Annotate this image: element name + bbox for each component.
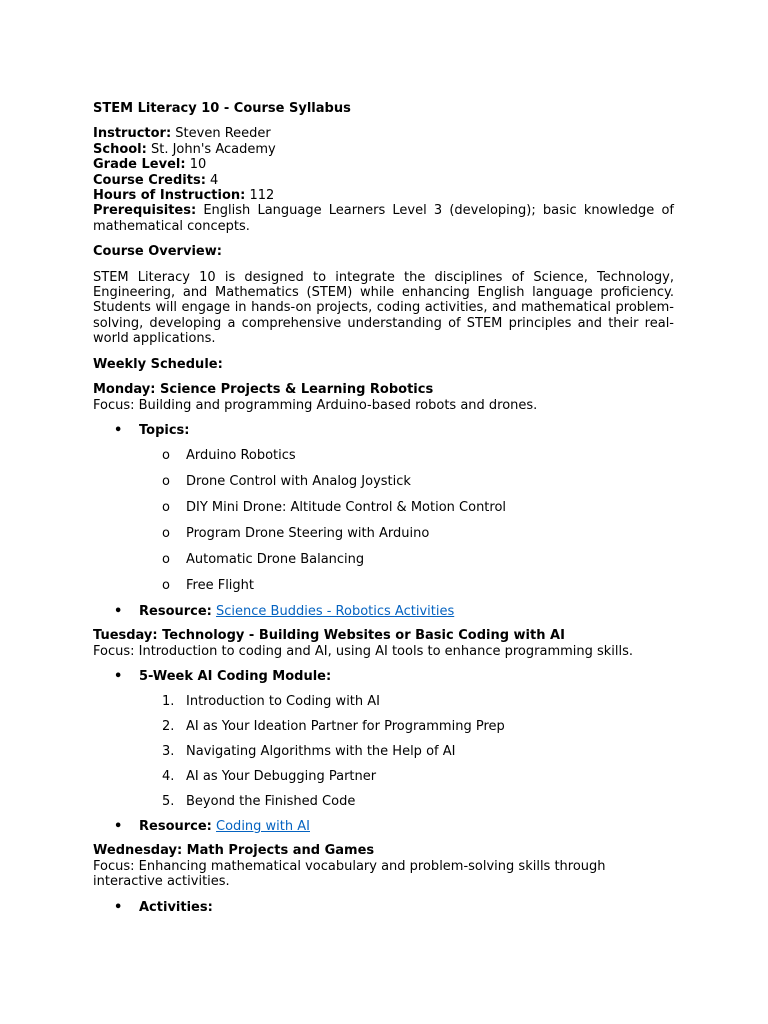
- tuesday-heading: Tuesday: Technology - Building Websites or Basic Coding with AI: [93, 628, 565, 644]
- list-item: 2. AI as Your Ideation Partner for Programming Prep: [162, 719, 505, 735]
- prerequisites-line: Prerequisites: English Language Learners Level 3 (developing); basic knowledge of mathematical concepts.: [93, 203, 674, 234]
- topics-label: Topics:: [139, 422, 190, 438]
- list-item: o Drone Control with Analog Joystick: [162, 474, 411, 490]
- bullet-marker: •: [114, 422, 123, 438]
- school-line: School: St. John's Academy: [93, 141, 276, 157]
- monday-heading: Monday: Science Projects & Learning Robotics: [93, 382, 434, 398]
- bullet-marker: •: [114, 899, 123, 915]
- activities-bullet: [93, 900, 674, 915]
- schedule-heading: Weekly Schedule:: [93, 356, 223, 372]
- monday-resource: [93, 604, 674, 619]
- tuesday-section: [93, 628, 674, 834]
- course-meta: [93, 126, 674, 234]
- number-marker: 3.: [162, 743, 175, 759]
- list-item: o Program Drone Steering with Arduino: [162, 526, 430, 542]
- bullet-marker: •: [114, 818, 123, 834]
- activities-label: Activities:: [139, 899, 213, 915]
- topics-bullet: [93, 423, 674, 438]
- sub-marker: o: [162, 551, 170, 567]
- list-item: 4. AI as Your Debugging Partner: [162, 768, 377, 784]
- monday-focus: Focus: Building and programming Arduino-based robots and drones.: [93, 397, 538, 413]
- bullet-marker: •: [114, 668, 123, 684]
- grade-line: Grade Level: 10: [93, 157, 207, 173]
- module-label: 5-Week AI Coding Module:: [139, 668, 332, 684]
- bullet-marker: •: [114, 603, 123, 619]
- list-item: o Automatic Drone Balancing: [162, 551, 365, 567]
- list-item: o Arduino Robotics: [162, 448, 296, 464]
- hours-line: Hours of Instruction: 112: [93, 188, 275, 204]
- sub-marker: o: [162, 526, 170, 542]
- science-buddies-link[interactable]: Science Buddies - Robotics Activities: [216, 603, 455, 619]
- document-title: STEM Literacy 10 - Course Syllabus: [93, 101, 351, 116]
- number-marker: 4.: [162, 768, 175, 784]
- instructor-line: Instructor: Steven Reeder: [93, 126, 271, 142]
- credits-line: Course Credits: 4: [93, 172, 219, 188]
- coding-with-ai-link[interactable]: Coding with AI: [216, 818, 310, 834]
- sub-marker: o: [162, 474, 170, 490]
- wednesday-focus: Focus: Enhancing mathematical vocabulary and problem-solving skills through interactive activities.: [93, 858, 606, 890]
- topics-list: [93, 448, 674, 593]
- list-item: 1. Introduction to Coding with AI: [162, 694, 380, 710]
- overview-text: STEM Literacy 10 is designed to integrate the disciplines of Science, Technology, Engineering, and Mathematics (STEM) while enhancing English language proficiency. Students will engage in hands-on projects, coding activities, and mathematical problem-solving, developing a comprehensive understanding of STEM principles and their real-world applications.: [93, 269, 674, 347]
- number-marker: 1.: [162, 694, 175, 710]
- list-item: 3. Navigating Algorithms with the Help of AI: [162, 743, 456, 759]
- list-item: o DIY Mini Drone: Altitude Control & Motion Control: [162, 500, 507, 516]
- sub-marker: o: [162, 500, 170, 516]
- overview-heading: Course Overview:: [93, 244, 222, 260]
- wednesday-section: [93, 843, 674, 915]
- module-list: [93, 694, 674, 809]
- tuesday-focus: Focus: Introduction to coding and AI, using AI tools to enhance programming skills.: [93, 643, 634, 659]
- list-item: o Free Flight: [162, 577, 255, 593]
- number-marker: 5.: [162, 793, 175, 809]
- list-item: 5. Beyond the Finished Code: [162, 793, 356, 809]
- monday-section: [93, 382, 674, 619]
- sub-marker: o: [162, 577, 170, 593]
- module-bullet: [93, 669, 674, 684]
- tuesday-resource: [93, 819, 674, 834]
- wednesday-heading: Wednesday: Math Projects and Games: [93, 843, 375, 859]
- sub-marker: o: [162, 448, 170, 464]
- number-marker: 2.: [162, 719, 175, 735]
- resource-label: Resource:: [139, 603, 212, 619]
- resource-label: Resource:: [139, 818, 212, 834]
